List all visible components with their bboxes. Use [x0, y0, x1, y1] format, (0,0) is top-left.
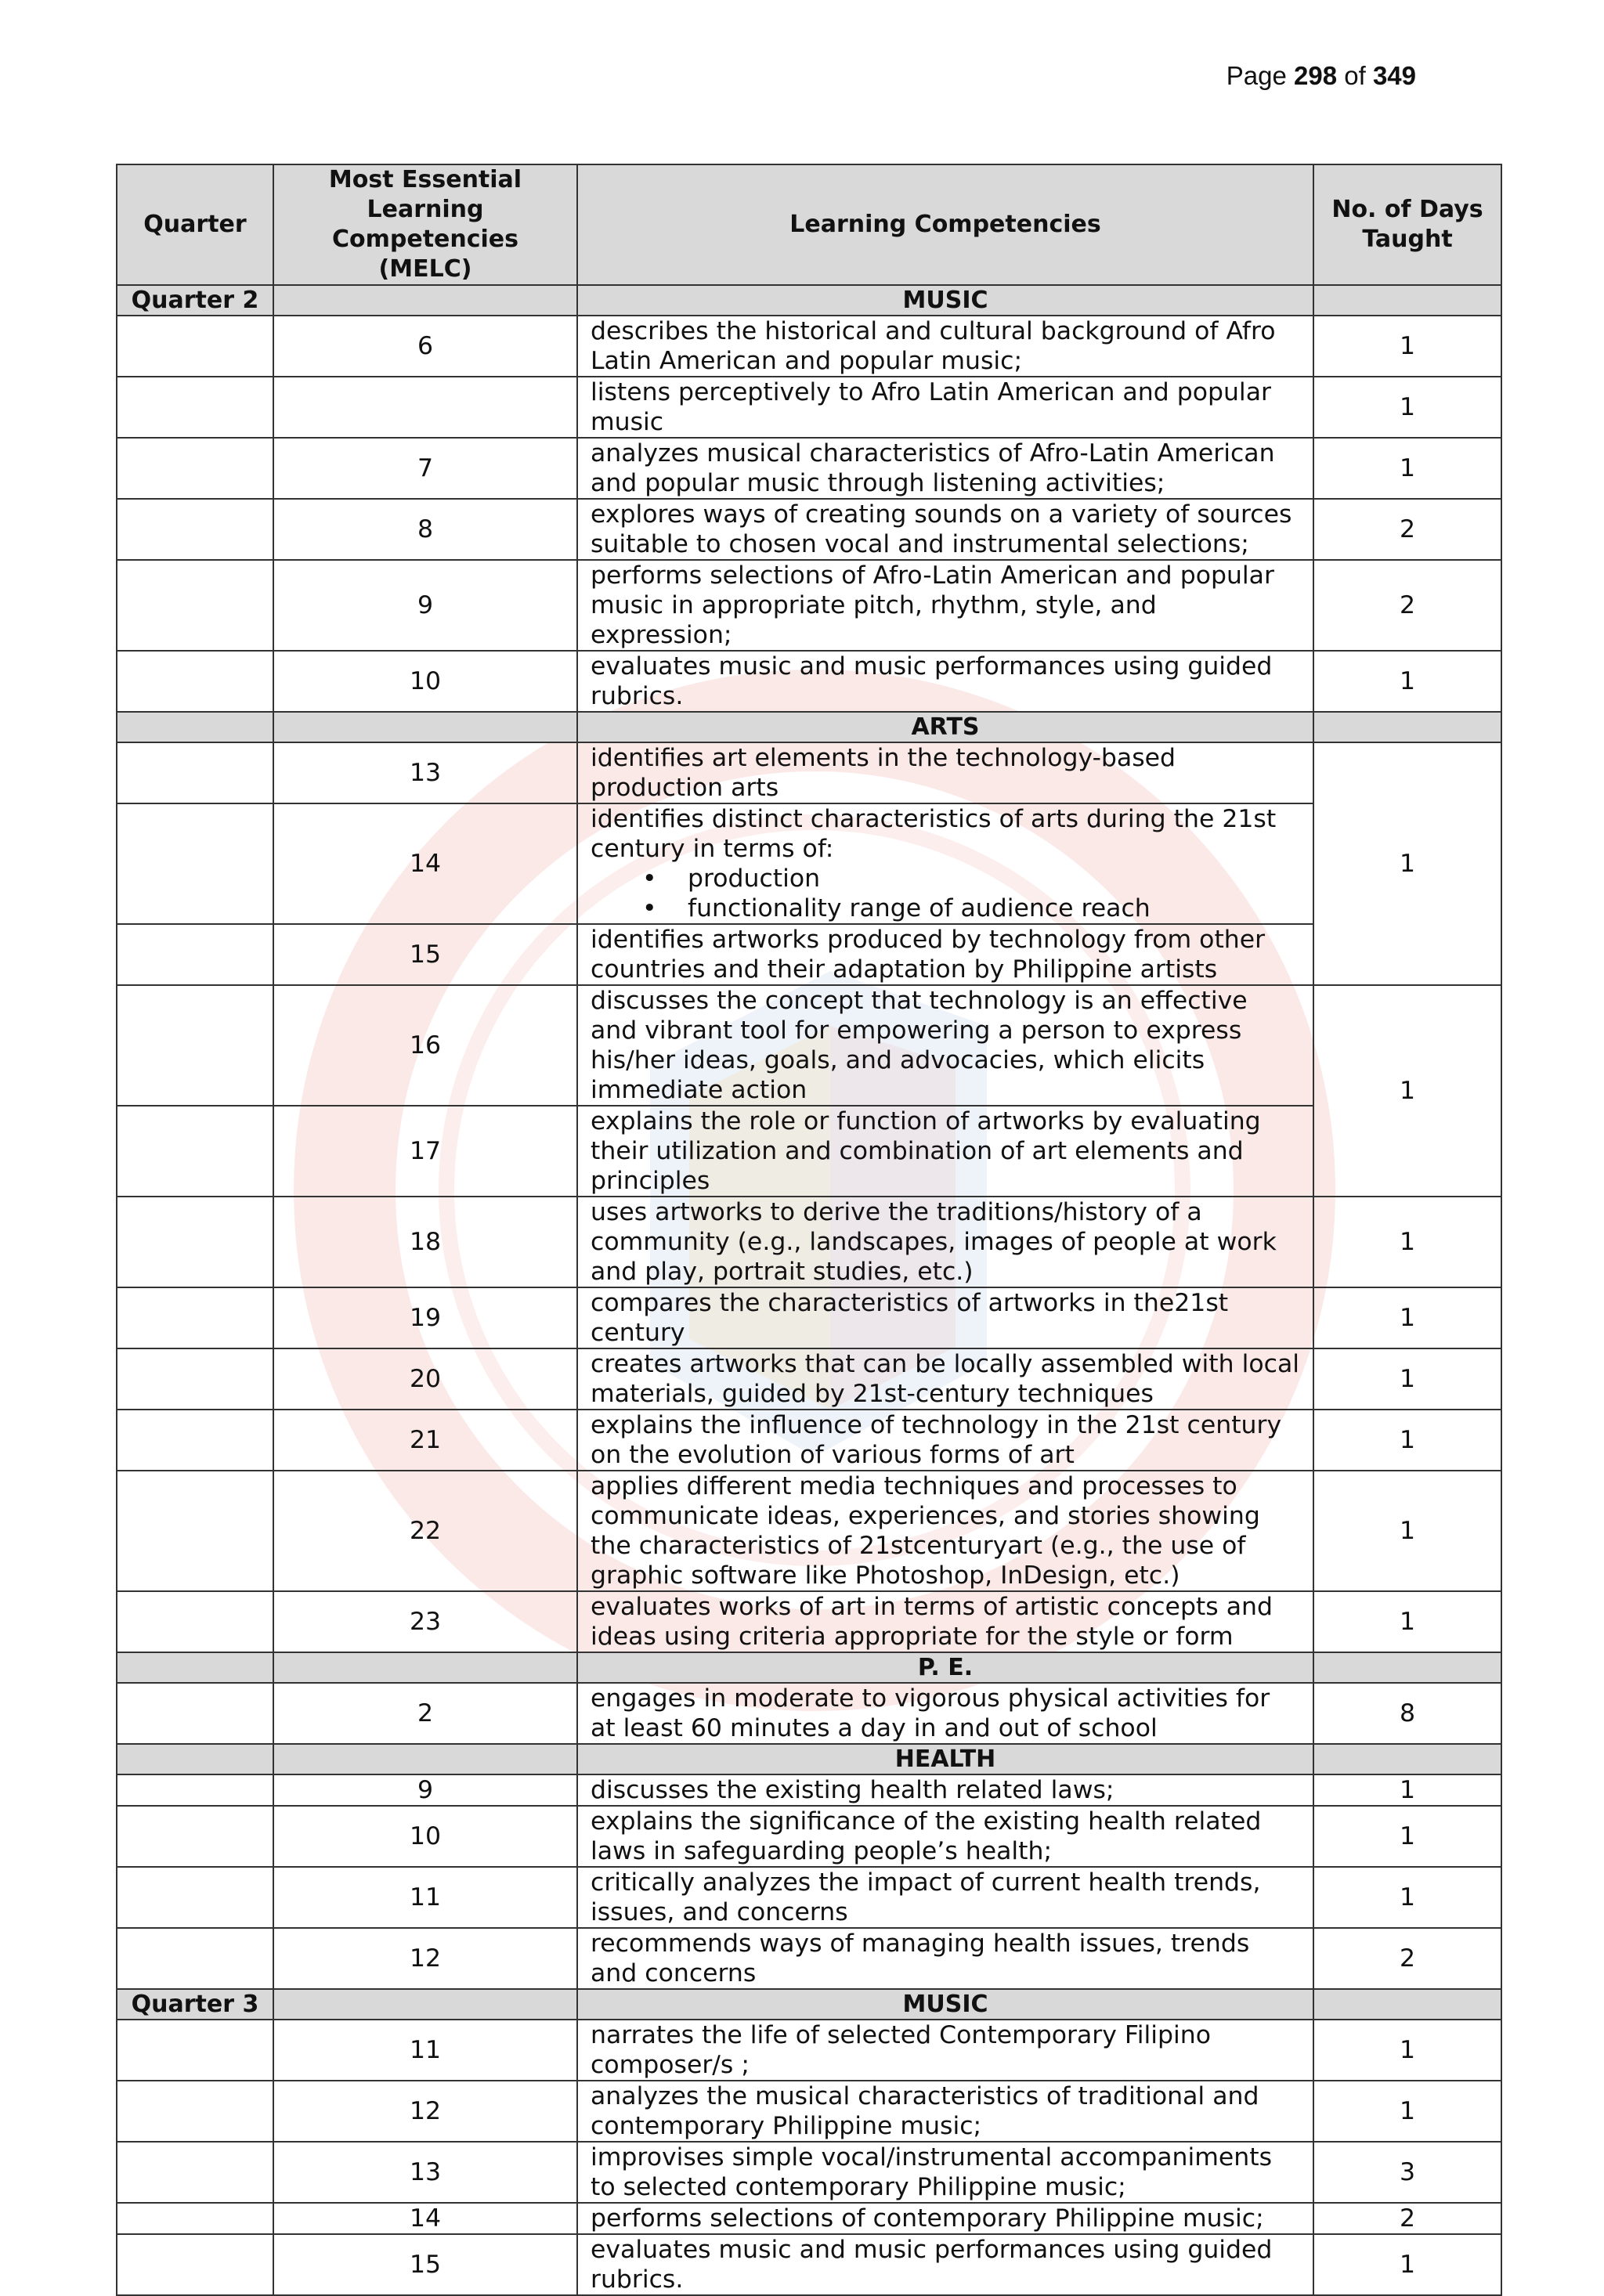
- days-taught: 2: [1313, 1928, 1501, 1989]
- melc-number: 12: [273, 2081, 577, 2142]
- table-row: [117, 1928, 1501, 1989]
- list-item: • production: [591, 864, 1300, 893]
- competency-cell: [577, 803, 1313, 924]
- quarter-label: Quarter 2: [117, 285, 273, 316]
- table-row: [117, 1591, 1501, 1652]
- competency-text: uses artworks to derive the traditions/history of a community (e.g., landscapes, images of people at work and play, portrait studies, etc.): [577, 1197, 1313, 1287]
- competency-text: analyzes musical characteristics of Afro-Latin American and popular music through listening activities;: [577, 438, 1313, 499]
- melc-number: 18: [273, 1197, 577, 1287]
- competency-text: identifies artworks produced by technology from other countries and their adaptation by Philippine artists: [577, 924, 1313, 985]
- days-taught: 2: [1313, 499, 1501, 560]
- melc-number: 11: [273, 2020, 577, 2081]
- melc-number: 23: [273, 1591, 577, 1652]
- competency-text: performs selections of Afro-Latin American and popular music in appropriate pitch, rhythm, style, and expression;: [577, 560, 1313, 651]
- table-row: [117, 1471, 1501, 1591]
- header-quarter: Quarter: [117, 164, 273, 285]
- competency-text: discusses the existing health related laws;: [577, 1774, 1313, 1806]
- competency-text: identifies art elements in the technology-based production arts: [577, 742, 1313, 803]
- table-row: [117, 1774, 1501, 1806]
- page-number: [1226, 61, 1416, 91]
- melc-number: 17: [273, 1106, 577, 1197]
- competency-text: improvises simple vocal/instrumental accompaniments to selected contemporary Philippine music;: [577, 2142, 1313, 2203]
- competency-text: listens perceptively to Afro Latin American and popular music: [577, 377, 1313, 438]
- melc-number: 10: [273, 651, 577, 712]
- competency-text: evaluates works of art in terms of artistic concepts and ideas using criteria appropriate for the style or form: [577, 1591, 1313, 1652]
- days-taught: 1: [1313, 2234, 1501, 2295]
- bullet-list: [591, 864, 1300, 923]
- table-row: [117, 1197, 1501, 1287]
- days-taught: 3: [1313, 2142, 1501, 2203]
- section-title: MUSIC: [577, 285, 1313, 316]
- quarter-label: Quarter 3: [117, 1989, 273, 2020]
- days-taught: 1: [1313, 2020, 1501, 2081]
- table-row: [117, 803, 1501, 924]
- days-taught: 1: [1313, 1591, 1501, 1652]
- section-title: ARTS: [577, 712, 1313, 742]
- section-row: [117, 1744, 1501, 1774]
- competency-text: explains the role or function of artworks by evaluating their utilization and combination of art elements and principles: [577, 1106, 1313, 1197]
- section-title: MUSIC: [577, 1989, 1313, 2020]
- competencies-table: [116, 164, 1502, 2296]
- melc-number: 11: [273, 1867, 577, 1928]
- competency-text: explains the influence of technology in the 21st century on the evolution of various forms of art: [577, 1410, 1313, 1471]
- competency-text: evaluates music and music performances using guided rubrics.: [577, 651, 1313, 712]
- days-taught: 1: [1313, 1806, 1501, 1867]
- melc-number: 22: [273, 1471, 577, 1591]
- header-days: No. of Days Taught: [1313, 164, 1501, 285]
- table-row: [117, 2142, 1501, 2203]
- competency-text: applies different media techniques and processes to communicate ideas, experiences, and stories showing the characteristics of 21stcenturyart (e.g., the use of graphic software like Photoshop, InDesign, etc.): [577, 1471, 1313, 1591]
- days-taught: 1: [1313, 316, 1501, 377]
- days-taught: 8: [1313, 1683, 1501, 1744]
- melc-number: 13: [273, 742, 577, 803]
- days-taught: 1: [1313, 1410, 1501, 1471]
- section-row: [117, 712, 1501, 742]
- melc-number: 9: [273, 560, 577, 651]
- table-row: [117, 2203, 1501, 2234]
- melc-number: 16: [273, 985, 577, 1106]
- header-competencies: Learning Competencies: [577, 164, 1313, 285]
- page-of: of: [1344, 61, 1366, 90]
- days-taught: 1: [1313, 742, 1501, 985]
- table-row: [117, 2020, 1501, 2081]
- table-row: [117, 924, 1501, 985]
- days-taught: 1: [1313, 1867, 1501, 1928]
- table-row: [117, 377, 1501, 438]
- days-taught: 1: [1313, 1287, 1501, 1348]
- competency-text: explores ways of creating sounds on a variety of sources suitable to chosen vocal and instrumental selections;: [577, 499, 1313, 560]
- competency-text: performs selections of contemporary Philippine music;: [577, 2203, 1313, 2234]
- header-melc: Most Essential Learning Competencies (MELC): [273, 164, 577, 285]
- melc-number: 14: [273, 2203, 577, 2234]
- competency-text: analyzes the musical characteristics of traditional and contemporary Philippine music;: [577, 2081, 1313, 2142]
- table-row: [117, 2081, 1501, 2142]
- table-row: [117, 1410, 1501, 1471]
- melc-number: [273, 377, 577, 438]
- melc-number: 12: [273, 1928, 577, 1989]
- melc-number: 7: [273, 438, 577, 499]
- competency-text: recommends ways of managing health issues, trends and concerns: [577, 1928, 1313, 1989]
- melc-number: 14: [273, 803, 577, 924]
- competency-text: identifies distinct characteristics of arts during the 21st century in terms of:: [591, 805, 1277, 863]
- competency-text: describes the historical and cultural background of Afro Latin American and popular music;: [577, 316, 1313, 377]
- days-taught: 1: [1313, 985, 1501, 1197]
- page-total: 349: [1372, 61, 1416, 90]
- table-row: [117, 985, 1501, 1106]
- melc-number: 2: [273, 1683, 577, 1744]
- table-row: [117, 1683, 1501, 1744]
- table-row: [117, 1348, 1501, 1410]
- section-row: [117, 1652, 1501, 1683]
- competency-text: creates artworks that can be locally assembled with local materials, guided by 21st-century techniques: [577, 1348, 1313, 1410]
- competency-text: explains the significance of the existing health related laws in safeguarding people’s health;: [577, 1806, 1313, 1867]
- days-taught: 1: [1313, 651, 1501, 712]
- melc-number: 20: [273, 1348, 577, 1410]
- table-row: [117, 1867, 1501, 1928]
- list-item: • functionality range of audience reach: [591, 893, 1300, 923]
- section-row: [117, 285, 1501, 316]
- table-row: [117, 1287, 1501, 1348]
- page-current: 298: [1294, 61, 1338, 90]
- days-taught: 1: [1313, 1471, 1501, 1591]
- section-title: HEALTH: [577, 1744, 1313, 1774]
- competency-text: critically analyzes the impact of current health trends, issues, and concerns: [577, 1867, 1313, 1928]
- table-row: [117, 2234, 1501, 2295]
- melc-number: 19: [273, 1287, 577, 1348]
- melc-number: 21: [273, 1410, 577, 1471]
- days-taught: 1: [1313, 1197, 1501, 1287]
- competency-text: narrates the life of selected Contemporary Filipino composer/s ;: [577, 2020, 1313, 2081]
- section-row: [117, 1989, 1501, 2020]
- table-row: [117, 651, 1501, 712]
- melc-number: 15: [273, 924, 577, 985]
- days-taught: 1: [1313, 377, 1501, 438]
- melc-number: 6: [273, 316, 577, 377]
- table-row: [117, 316, 1501, 377]
- days-taught: 1: [1313, 1774, 1501, 1806]
- days-taught: 1: [1313, 438, 1501, 499]
- table-row: [117, 499, 1501, 560]
- melc-number: 8: [273, 499, 577, 560]
- days-taught: 2: [1313, 560, 1501, 651]
- days-taught: 1: [1313, 2081, 1501, 2142]
- melc-number: 13: [273, 2142, 577, 2203]
- melc-number: 9: [273, 1774, 577, 1806]
- competency-text: compares the characteristics of artworks in the21st century: [577, 1287, 1313, 1348]
- competency-text: discusses the concept that technology is an effective and vibrant tool for empowering a person to express his/her ideas, goals, and advocacies, which elicits immediate action: [577, 985, 1313, 1106]
- days-taught: 1: [1313, 1348, 1501, 1410]
- competency-text: evaluates music and music performances using guided rubrics.: [577, 2234, 1313, 2295]
- table-row: [117, 1806, 1501, 1867]
- competency-text: engages in moderate to vigorous physical activities for at least 60 minutes a day in and out of school: [577, 1683, 1313, 1744]
- table-row: [117, 742, 1501, 803]
- table-row: [117, 438, 1501, 499]
- days-taught: 2: [1313, 2203, 1501, 2234]
- table-row: [117, 1106, 1501, 1197]
- melc-number: 10: [273, 1806, 577, 1867]
- section-title: P. E.: [577, 1652, 1313, 1683]
- page-label: Page: [1226, 61, 1287, 90]
- melc-number: 15: [273, 2234, 577, 2295]
- table-row: [117, 560, 1501, 651]
